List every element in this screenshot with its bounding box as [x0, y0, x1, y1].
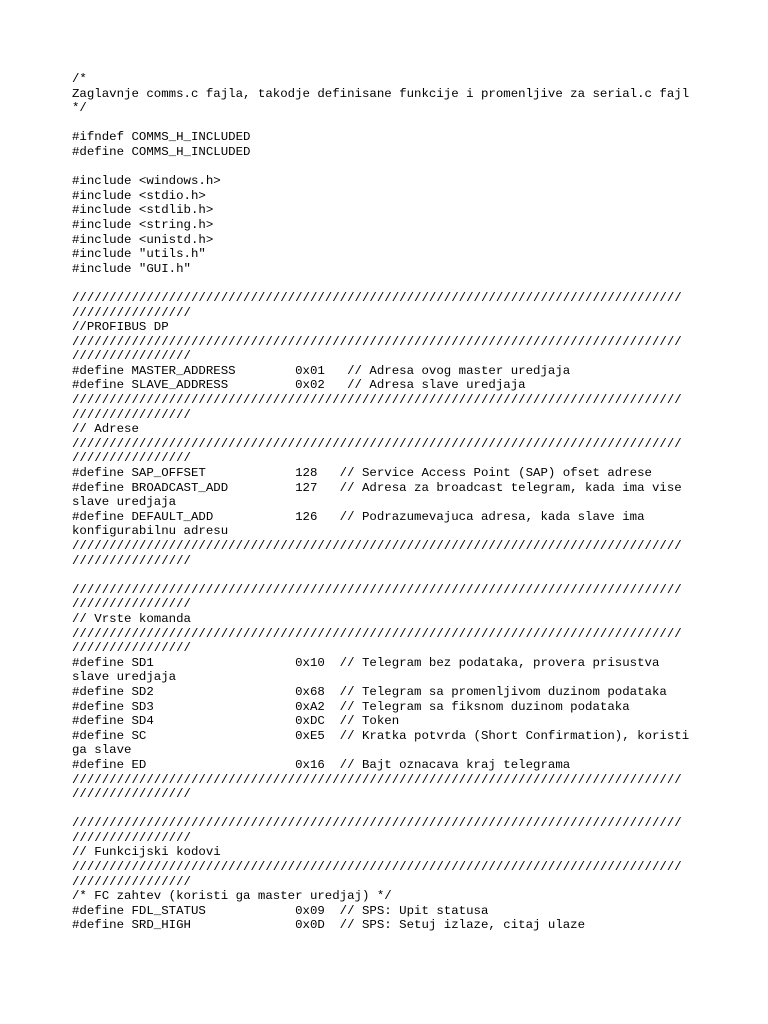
include-line: #include <windows.h> [72, 174, 221, 189]
separator-line: //////////////// [72, 451, 191, 466]
include-line: #include <string.h> [72, 217, 214, 232]
separator-line: ////////////////////////////////////////////////////////////////////////////////// [72, 393, 682, 408]
separator-line: //////////////// [72, 305, 191, 320]
separator-line: //////////////// [72, 349, 191, 364]
define-line: #define SD2 0x68 // Telegram sa promenljivom duzinom podataka [72, 684, 667, 699]
include-line: #include "utils.h" [72, 247, 206, 262]
separator-line: ////////////////////////////////////////////////////////////////////////////////// [72, 860, 682, 875]
define-line: #define FDL_STATUS 0x09 // SPS: Upit statusa [72, 903, 489, 918]
separator-line: ////////////////////////////////////////////////////////////////////////////////// [72, 772, 682, 787]
code-line: Zaglavnje comms.c fajla, takodje definisane funkcije i promenljive za serial.c fajl [72, 86, 690, 101]
blank-line [72, 160, 712, 175]
include-line: #include "GUI.h" [72, 261, 191, 276]
code-line: ga slave [72, 743, 132, 758]
blank-line [72, 802, 712, 817]
code-line: slave uredjaja [72, 495, 177, 510]
define-line: #define MASTER_ADDRESS 0x01 // Adresa ovog master uredjaja [72, 363, 571, 378]
code-line: slave uredjaja [72, 670, 177, 685]
define-line: #define SRD_HIGH 0x0D // SPS: Setuj izlaze, citaj ulaze [72, 918, 586, 933]
ifndef-line: #ifndef COMMS_H_INCLUDED [72, 130, 251, 145]
separator-line: ////////////////////////////////////////////////////////////////////////////////// [72, 290, 682, 305]
define-line: #define BROADCAST_ADD 127 // Adresa za broadcast telegram, kada ima vise [72, 480, 682, 495]
define-line: #define COMMS_H_INCLUDED [72, 144, 251, 159]
comment-line: /* FC zahtev (koristi ga master uredjaj) */ [72, 889, 392, 904]
code-line: konfigurabilnu adresu [72, 524, 229, 539]
separator-line: //////////////// [72, 830, 191, 845]
separator-line: ////////////////////////////////////////////////////////////////////////////////// [72, 436, 682, 451]
separator-line: //////////////// [72, 597, 191, 612]
separator-line: ////////////////////////////////////////////////////////////////////////////////// [72, 334, 682, 349]
separator-line: ////////////////////////////////////////////////////////////////////////////////// [72, 582, 682, 597]
separator-line: ////////////////////////////////////////////////////////////////////////////////// [72, 539, 682, 553]
blank-line [72, 568, 712, 583]
define-line: #define SD1 0x10 // Telegram bez podataka, provera prisustva [72, 655, 660, 670]
define-line: #define SC 0xE5 // Kratka potvrda (Short Confirmation), koristi [72, 728, 690, 743]
separator-line: //////////////// [72, 787, 191, 802]
define-line: #define DEFAULT_ADD 126 // Podrazumevajuca adresa, kada slave ima [72, 509, 645, 524]
separator-line: ////////////////////////////////////////////////////////////////////////////////// [72, 626, 682, 641]
define-line: #define ED 0x16 // Bajt oznacava kraj telegrama [72, 757, 571, 772]
blank-line [72, 116, 712, 131]
include-line: #include <stdlib.h> [72, 203, 214, 218]
define-line: #define SAP_OFFSET 128 // Service Access Point (SAP) ofset adrese [72, 466, 652, 481]
separator-line: ////////////////////////////////////////////////////////////////////////////////// [72, 816, 682, 831]
comment-line: // Funkcijski kodovi [72, 845, 221, 860]
comment-line: /* [72, 72, 87, 86]
separator-line: //////////////// [72, 407, 191, 422]
code-document-page [72, 72, 712, 933]
separator-line: //////////////// [72, 641, 191, 656]
separator-line: //////////////// [72, 553, 191, 568]
separator-line: //////////////// [72, 874, 191, 889]
comment-line: // Vrste komanda [72, 611, 191, 626]
comment-line: // Adrese [72, 422, 139, 437]
define-line: #define SD4 0xDC // Token [72, 714, 400, 729]
include-line: #include <unistd.h> [72, 232, 214, 247]
define-line: #define SD3 0xA2 // Telegram sa fiksnom duzinom podataka [72, 699, 630, 714]
define-line: #define SLAVE_ADDRESS 0x02 // Adresa slave uredjaja [72, 378, 526, 393]
blank-line [72, 276, 712, 291]
comment-line: */ [72, 101, 87, 116]
comment-line: //PROFIBUS DP [72, 320, 169, 335]
include-line: #include <stdio.h> [72, 188, 206, 203]
